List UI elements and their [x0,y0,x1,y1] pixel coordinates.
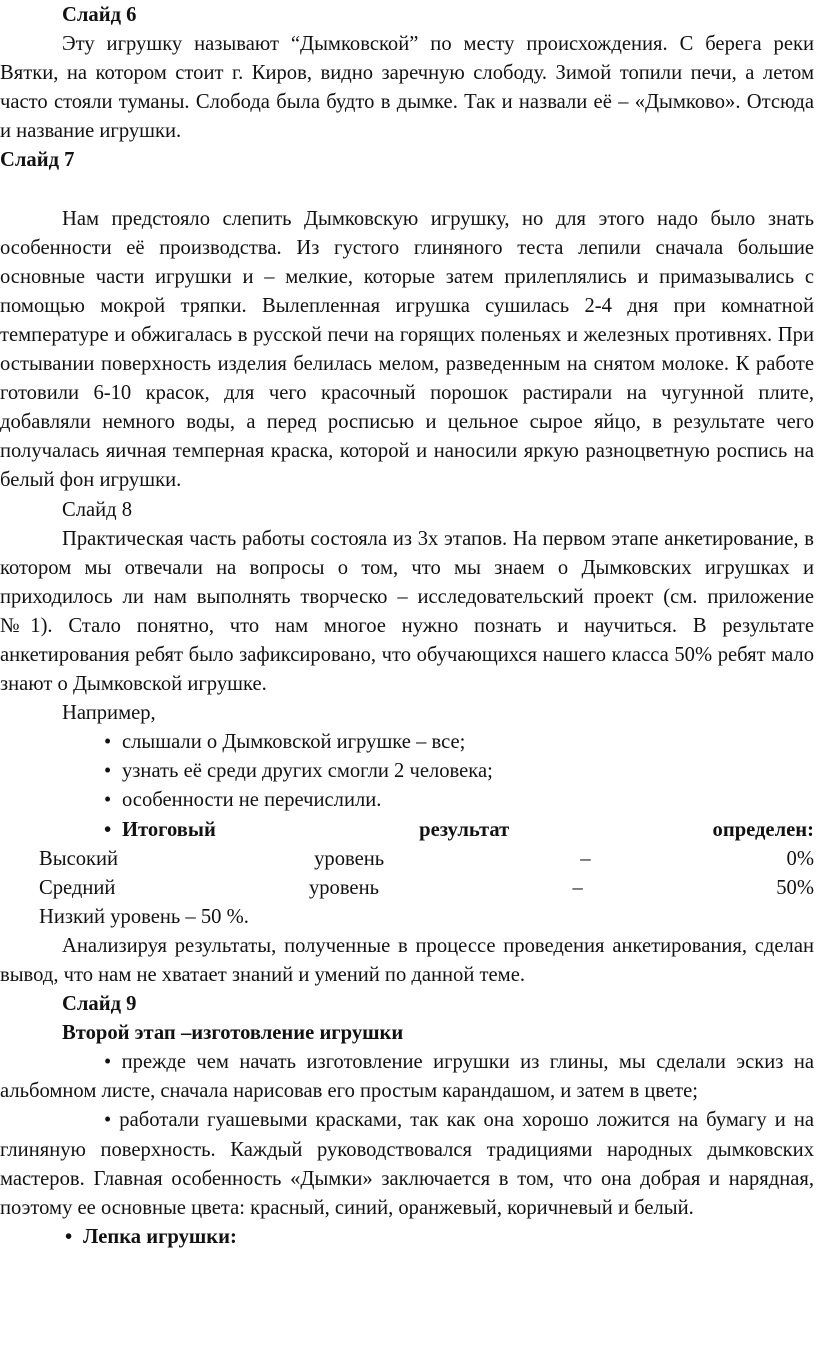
list-item-text: Лепка игрушки: [83,1225,237,1248]
result-word: Итоговый [122,818,216,841]
result-word: результат [419,818,510,841]
level-row-low: Низкий уровень – 50 %. [39,905,249,928]
slide9-subheading: Второй этап –изготовление игрушки [62,1022,404,1045]
list-item [0,786,814,815]
slide8-conclusion: Анализируя результаты, полученные в процессе проведения анкетирования, сделан вывод, что нам не хватает знаний и умений по данной теме. [0,934,814,986]
bullet-icon: • [104,1109,112,1132]
bullet-icon: • [65,1225,73,1248]
level-row-medium [0,874,814,903]
level-dash: – [580,847,591,870]
level-value: 50% [776,876,814,899]
bullet-icon: • [104,760,112,783]
level-word: уровень [314,847,385,870]
list-item-text: прежде чем начать изготовление игрушки из глины, мы сделали эскиз на альбомном листе, сначала нарисовав его простым карандашом, и затем в цвете; [0,1051,815,1103]
slide7-paragraph: Нам предстояло слепить Дымковскую игрушку, но для этого надо было знать особенности её производства. Из густого глиняного теста лепили сначала большие основные части игрушки и – мелкие, которые затем прилеплялись и примазывались с помощью мокрой тряпки. Вылепленная игрушка сушилась 2-4 дня при комнатной температуре и обжигалась в русской печи на горящих поленьях и железных противнях. При остывании поверхность изделия белилась мелом, разведенным на снятом молоке. К работе готовили 6-10 красок, для чего красочный порошок растирали на чугунной плите, добавляли немного воды, а перед росписью и цельное сырое яйцо, в результате чего получалась яичная темперная краска, которой и наносили яркую разноцветную роспись на белый фон игрушки. [0,207,814,492]
list-item [0,1048,814,1106]
level-word: уровень [308,876,379,899]
level-value: 0% [786,847,814,870]
result-heading [0,816,814,845]
bullet-icon: • [104,818,112,841]
slide8-paragraph: Практическая часть работы состояла из 3х этапов. На первом этапе анкетирование, в котором мы отвечали на вопросы о том, что мы знаем о Дымковских игрушках и приходилось ли нам выполнять творческо – исследовательский проект (см. приложение №1). Стало понятно, что нам многое нужно познать и научиться. В результате анкетирования ребят было зафиксировано, что обучающихся нашего класса 50% ребят мало знают о Дымковской игрушке. [0,527,814,696]
result-heading-text [122,816,814,845]
list-item [0,728,814,757]
blank-line [0,176,814,205]
bullet-icon: • [104,731,112,754]
list-item-text: работали гуашевыми красками, так как она хорошо ложится на бумагу и на глиняную поверхность. Каждый руководствовался традициями народных дымковских мастеров. Главная особенность «Дымки» заключается в том, что она добрая и нарядная, поэтому ее основные цвета: красный, синий, оранжевый, коричневый и белый. [0,1109,814,1219]
bullet-icon: • [104,789,112,812]
list-item [0,757,814,786]
list-item [0,1223,814,1252]
slide7-heading: Слайд 7 [0,149,75,172]
list-item-text: слышали о Дымковской игрушке – все; [122,731,466,754]
level-dash: – [572,876,583,899]
list-item-text: узнать её среди других смогли 2 человека; [122,760,493,783]
list-item [0,1106,814,1222]
slide9-heading: Слайд 9 [62,993,137,1016]
document-content [0,1,814,1252]
level-label: Высокий [39,847,119,870]
result-word: определен: [712,818,814,841]
level-label: Средний [39,876,116,899]
level-row-high [0,845,814,874]
example-label: Например, [62,702,156,725]
slide6-paragraph: Эту игрушку называют “Дымковской” по месту происхождения. С берега реки Вятки, на котором стоит г. Киров, видно заречную слободу. Зимой топили печи, а летом часто стояли туманы. Слобода была будто в дымке. Так и назвали её – «Дымково». Отсюда и название игрушки. [0,33,814,143]
bullet-icon: • [104,1051,112,1074]
list-item-text: особенности не перечислили. [122,789,382,812]
slide6-heading: Слайд 6 [62,4,137,26]
slide8-heading: Слайд 8 [62,498,133,521]
